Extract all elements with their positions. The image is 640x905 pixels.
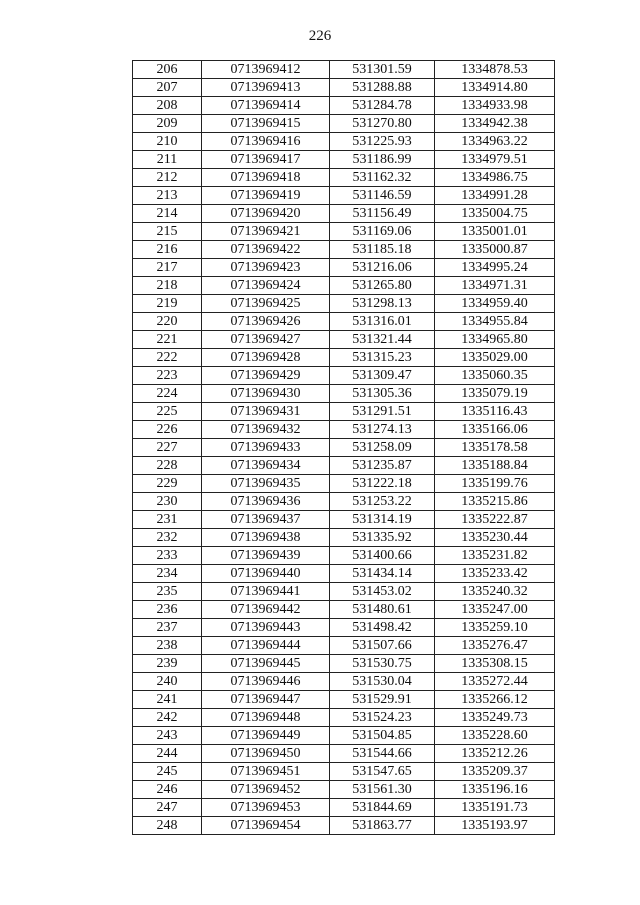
- x-coordinate-cell: 531169.06: [330, 223, 435, 241]
- y-coordinate-cell: 1335116.43: [435, 403, 555, 421]
- y-coordinate-cell: 1334991.28: [435, 187, 555, 205]
- point-number-cell: 211: [133, 151, 202, 169]
- x-coordinate-cell: 531434.14: [330, 565, 435, 583]
- parcel-id-cell: 0713969441: [202, 583, 330, 601]
- parcel-id-cell: 0713969450: [202, 745, 330, 763]
- y-coordinate-cell: 1335199.76: [435, 475, 555, 493]
- y-coordinate-cell: 1335259.10: [435, 619, 555, 637]
- x-coordinate-cell: 531314.19: [330, 511, 435, 529]
- point-number-cell: 243: [133, 727, 202, 745]
- parcel-id-cell: 0713969415: [202, 115, 330, 133]
- table-row: [133, 799, 555, 817]
- parcel-id-cell: 0713969446: [202, 673, 330, 691]
- table-row: [133, 673, 555, 691]
- x-coordinate-cell: 531498.42: [330, 619, 435, 637]
- point-number-cell: 206: [133, 61, 202, 79]
- point-number-cell: 227: [133, 439, 202, 457]
- point-number-cell: 222: [133, 349, 202, 367]
- parcel-id-cell: 0713969421: [202, 223, 330, 241]
- parcel-id-cell: 0713969416: [202, 133, 330, 151]
- parcel-id-cell: 0713969439: [202, 547, 330, 565]
- y-coordinate-cell: 1335231.82: [435, 547, 555, 565]
- y-coordinate-cell: 1335222.87: [435, 511, 555, 529]
- point-number-cell: 219: [133, 295, 202, 313]
- point-number-cell: 247: [133, 799, 202, 817]
- table-row: [133, 529, 555, 547]
- point-number-cell: 213: [133, 187, 202, 205]
- x-coordinate-cell: 531270.80: [330, 115, 435, 133]
- y-coordinate-cell: 1335272.44: [435, 673, 555, 691]
- point-number-cell: 229: [133, 475, 202, 493]
- parcel-id-cell: 0713969435: [202, 475, 330, 493]
- y-coordinate-cell: 1335266.12: [435, 691, 555, 709]
- x-coordinate-cell: 531253.22: [330, 493, 435, 511]
- y-coordinate-cell: 1334965.80: [435, 331, 555, 349]
- point-number-cell: 215: [133, 223, 202, 241]
- parcel-id-cell: 0713969438: [202, 529, 330, 547]
- table-row: [133, 295, 555, 313]
- table-row: [133, 79, 555, 97]
- table-row: [133, 763, 555, 781]
- y-coordinate-cell: 1334942.38: [435, 115, 555, 133]
- point-number-cell: 226: [133, 421, 202, 439]
- table-row: [133, 349, 555, 367]
- y-coordinate-cell: 1335308.15: [435, 655, 555, 673]
- x-coordinate-cell: 531863.77: [330, 817, 435, 835]
- y-coordinate-cell: 1335191.73: [435, 799, 555, 817]
- x-coordinate-cell: 531222.18: [330, 475, 435, 493]
- y-coordinate-cell: 1335230.44: [435, 529, 555, 547]
- point-number-cell: 232: [133, 529, 202, 547]
- parcel-id-cell: 0713969433: [202, 439, 330, 457]
- point-number-cell: 237: [133, 619, 202, 637]
- y-coordinate-cell: 1335079.19: [435, 385, 555, 403]
- x-coordinate-cell: 531529.91: [330, 691, 435, 709]
- table-row: [133, 385, 555, 403]
- x-coordinate-cell: 531225.93: [330, 133, 435, 151]
- parcel-id-cell: 0713969445: [202, 655, 330, 673]
- parcel-id-cell: 0713969430: [202, 385, 330, 403]
- table-row: [133, 133, 555, 151]
- point-number-cell: 248: [133, 817, 202, 835]
- parcel-id-cell: 0713969436: [202, 493, 330, 511]
- parcel-id-cell: 0713969454: [202, 817, 330, 835]
- y-coordinate-cell: 1335004.75: [435, 205, 555, 223]
- table-row: [133, 511, 555, 529]
- y-coordinate-cell: 1335193.97: [435, 817, 555, 835]
- y-coordinate-cell: 1335233.42: [435, 565, 555, 583]
- parcel-id-cell: 0713969419: [202, 187, 330, 205]
- point-number-cell: 242: [133, 709, 202, 727]
- y-coordinate-cell: 1335001.01: [435, 223, 555, 241]
- parcel-id-cell: 0713969448: [202, 709, 330, 727]
- parcel-id-cell: 0713969423: [202, 259, 330, 277]
- point-number-cell: 228: [133, 457, 202, 475]
- x-coordinate-cell: 531185.18: [330, 241, 435, 259]
- table-row: [133, 547, 555, 565]
- parcel-id-cell: 0713969443: [202, 619, 330, 637]
- point-number-cell: 235: [133, 583, 202, 601]
- x-coordinate-cell: 531315.23: [330, 349, 435, 367]
- parcel-id-cell: 0713969437: [202, 511, 330, 529]
- table-row: [133, 313, 555, 331]
- point-number-cell: 231: [133, 511, 202, 529]
- x-coordinate-cell: 531284.78: [330, 97, 435, 115]
- table-row: [133, 421, 555, 439]
- parcel-id-cell: 0713969440: [202, 565, 330, 583]
- table-row: [133, 655, 555, 673]
- table-row: [133, 331, 555, 349]
- table-row: [133, 727, 555, 745]
- y-coordinate-cell: 1334963.22: [435, 133, 555, 151]
- parcel-id-cell: 0713969412: [202, 61, 330, 79]
- y-coordinate-cell: 1335276.47: [435, 637, 555, 655]
- y-coordinate-cell: 1335249.73: [435, 709, 555, 727]
- table-row: [133, 601, 555, 619]
- y-coordinate-cell: 1335178.58: [435, 439, 555, 457]
- point-number-cell: 218: [133, 277, 202, 295]
- point-number-cell: 238: [133, 637, 202, 655]
- parcel-id-cell: 0713969447: [202, 691, 330, 709]
- point-number-cell: 209: [133, 115, 202, 133]
- parcel-id-cell: 0713969444: [202, 637, 330, 655]
- parcel-id-cell: 0713969427: [202, 331, 330, 349]
- table-row: [133, 169, 555, 187]
- y-coordinate-cell: 1334979.51: [435, 151, 555, 169]
- point-number-cell: 223: [133, 367, 202, 385]
- y-coordinate-cell: 1334933.98: [435, 97, 555, 115]
- x-coordinate-cell: 531530.04: [330, 673, 435, 691]
- point-number-cell: 214: [133, 205, 202, 223]
- table-row: [133, 475, 555, 493]
- point-number-cell: 245: [133, 763, 202, 781]
- table-row: [133, 259, 555, 277]
- table-row: [133, 151, 555, 169]
- parcel-id-cell: 0713969429: [202, 367, 330, 385]
- table-row: [133, 241, 555, 259]
- parcel-id-cell: 0713969426: [202, 313, 330, 331]
- x-coordinate-cell: 531265.80: [330, 277, 435, 295]
- parcel-id-cell: 0713969452: [202, 781, 330, 799]
- y-coordinate-cell: 1335228.60: [435, 727, 555, 745]
- parcel-id-cell: 0713969420: [202, 205, 330, 223]
- y-coordinate-cell: 1334995.24: [435, 259, 555, 277]
- table-row: [133, 97, 555, 115]
- table-row: [133, 205, 555, 223]
- parcel-id-cell: 0713969418: [202, 169, 330, 187]
- x-coordinate-cell: 531235.87: [330, 457, 435, 475]
- parcel-id-cell: 0713969431: [202, 403, 330, 421]
- table-row: [133, 457, 555, 475]
- x-coordinate-cell: 531156.49: [330, 205, 435, 223]
- point-number-cell: 241: [133, 691, 202, 709]
- point-number-cell: 221: [133, 331, 202, 349]
- x-coordinate-cell: 531316.01: [330, 313, 435, 331]
- point-number-cell: 217: [133, 259, 202, 277]
- y-coordinate-cell: 1335060.35: [435, 367, 555, 385]
- table-row: [133, 367, 555, 385]
- table-row: [133, 493, 555, 511]
- x-coordinate-cell: 531504.85: [330, 727, 435, 745]
- point-number-cell: 208: [133, 97, 202, 115]
- y-coordinate-cell: 1335215.86: [435, 493, 555, 511]
- table-row: [133, 745, 555, 763]
- x-coordinate-cell: 531524.23: [330, 709, 435, 727]
- point-number-cell: 246: [133, 781, 202, 799]
- x-coordinate-cell: 531162.32: [330, 169, 435, 187]
- point-number-cell: 233: [133, 547, 202, 565]
- x-coordinate-cell: 531216.06: [330, 259, 435, 277]
- parcel-id-cell: 0713969422: [202, 241, 330, 259]
- parcel-id-cell: 0713969453: [202, 799, 330, 817]
- point-number-cell: 224: [133, 385, 202, 403]
- table-row: [133, 691, 555, 709]
- x-coordinate-cell: 531453.02: [330, 583, 435, 601]
- y-coordinate-cell: 1335188.84: [435, 457, 555, 475]
- x-coordinate-cell: 531335.92: [330, 529, 435, 547]
- y-coordinate-cell: 1335247.00: [435, 601, 555, 619]
- y-coordinate-cell: 1335240.32: [435, 583, 555, 601]
- x-coordinate-cell: 531309.47: [330, 367, 435, 385]
- x-coordinate-cell: 531844.69: [330, 799, 435, 817]
- y-coordinate-cell: 1334971.31: [435, 277, 555, 295]
- x-coordinate-cell: 531507.66: [330, 637, 435, 655]
- x-coordinate-cell: 531274.13: [330, 421, 435, 439]
- point-number-cell: 210: [133, 133, 202, 151]
- parcel-id-cell: 0713969449: [202, 727, 330, 745]
- parcel-id-cell: 0713969424: [202, 277, 330, 295]
- x-coordinate-cell: 531288.88: [330, 79, 435, 97]
- y-coordinate-cell: 1335166.06: [435, 421, 555, 439]
- table-row: [133, 817, 555, 835]
- y-coordinate-cell: 1334914.80: [435, 79, 555, 97]
- point-number-cell: 216: [133, 241, 202, 259]
- x-coordinate-cell: 531186.99: [330, 151, 435, 169]
- parcel-id-cell: 0713969414: [202, 97, 330, 115]
- table-row: [133, 403, 555, 421]
- parcel-id-cell: 0713969417: [202, 151, 330, 169]
- point-number-cell: 234: [133, 565, 202, 583]
- table-row: [133, 61, 555, 79]
- x-coordinate-cell: 531146.59: [330, 187, 435, 205]
- x-coordinate-cell: 531530.75: [330, 655, 435, 673]
- x-coordinate-cell: 531258.09: [330, 439, 435, 457]
- x-coordinate-cell: 531544.66: [330, 745, 435, 763]
- table-row: [133, 187, 555, 205]
- table-row: [133, 223, 555, 241]
- point-number-cell: 239: [133, 655, 202, 673]
- y-coordinate-cell: 1335000.87: [435, 241, 555, 259]
- page-number: 226: [308, 28, 332, 44]
- parcel-id-cell: 0713969425: [202, 295, 330, 313]
- point-number-cell: 212: [133, 169, 202, 187]
- point-number-cell: 236: [133, 601, 202, 619]
- x-coordinate-cell: 531547.65: [330, 763, 435, 781]
- parcel-id-cell: 0713969432: [202, 421, 330, 439]
- y-coordinate-cell: 1335212.26: [435, 745, 555, 763]
- y-coordinate-cell: 1334955.84: [435, 313, 555, 331]
- table-row: [133, 583, 555, 601]
- point-number-cell: 240: [133, 673, 202, 691]
- point-number-cell: 207: [133, 79, 202, 97]
- x-coordinate-cell: 531321.44: [330, 331, 435, 349]
- parcel-id-cell: 0713969413: [202, 79, 330, 97]
- table-row: [133, 637, 555, 655]
- x-coordinate-cell: 531400.66: [330, 547, 435, 565]
- x-coordinate-cell: 531480.61: [330, 601, 435, 619]
- x-coordinate-cell: 531291.51: [330, 403, 435, 421]
- table-row: [133, 439, 555, 457]
- table-row: [133, 565, 555, 583]
- y-coordinate-cell: 1334878.53: [435, 61, 555, 79]
- point-number-cell: 244: [133, 745, 202, 763]
- table-row: [133, 619, 555, 637]
- y-coordinate-cell: 1334959.40: [435, 295, 555, 313]
- x-coordinate-cell: 531561.30: [330, 781, 435, 799]
- y-coordinate-cell: 1334986.75: [435, 169, 555, 187]
- table-row: [133, 709, 555, 727]
- parcel-id-cell: 0713969428: [202, 349, 330, 367]
- coordinate-table-body: [133, 61, 555, 835]
- x-coordinate-cell: 531301.59: [330, 61, 435, 79]
- table-row: [133, 277, 555, 295]
- y-coordinate-cell: 1335029.00: [435, 349, 555, 367]
- point-number-cell: 220: [133, 313, 202, 331]
- x-coordinate-cell: 531298.13: [330, 295, 435, 313]
- y-coordinate-cell: 1335209.37: [435, 763, 555, 781]
- table-row: [133, 115, 555, 133]
- coordinate-table: [132, 60, 555, 835]
- y-coordinate-cell: 1335196.16: [435, 781, 555, 799]
- parcel-id-cell: 0713969442: [202, 601, 330, 619]
- point-number-cell: 225: [133, 403, 202, 421]
- point-number-cell: 230: [133, 493, 202, 511]
- table-row: [133, 781, 555, 799]
- parcel-id-cell: 0713969434: [202, 457, 330, 475]
- x-coordinate-cell: 531305.36: [330, 385, 435, 403]
- parcel-id-cell: 0713969451: [202, 763, 330, 781]
